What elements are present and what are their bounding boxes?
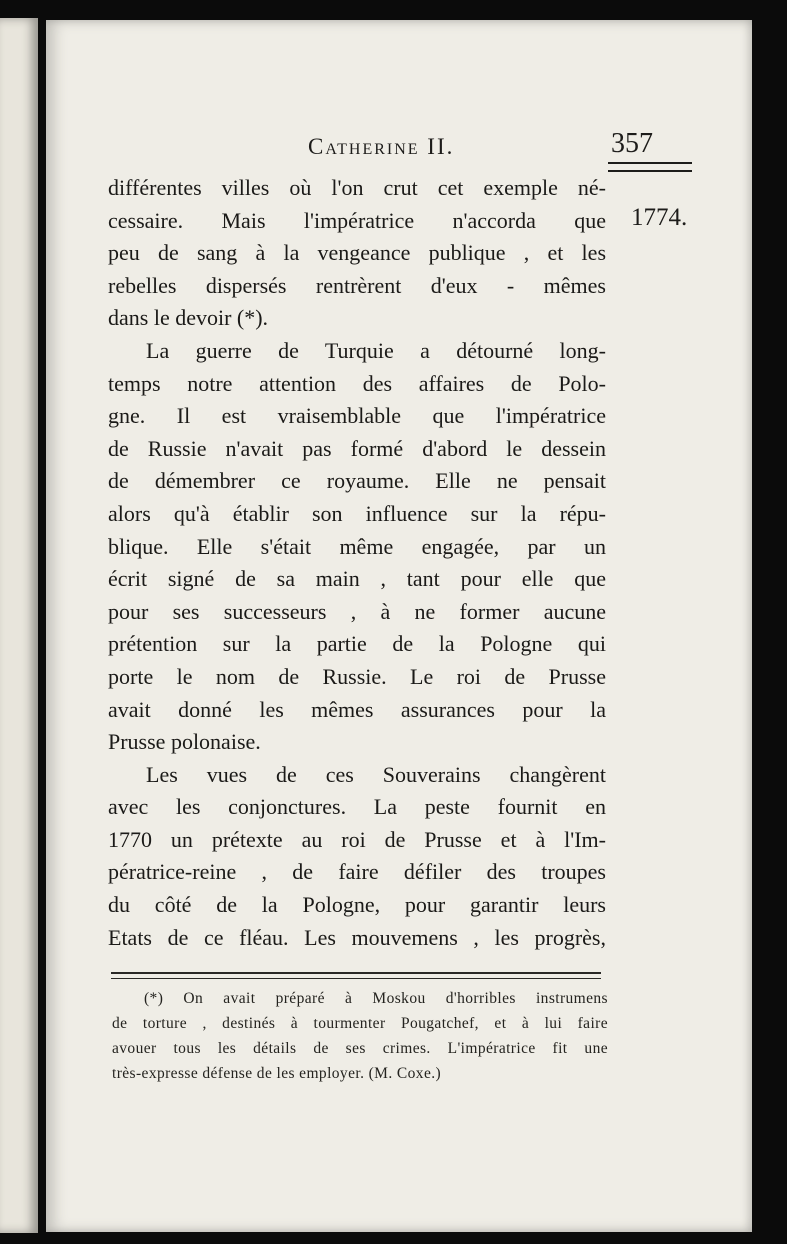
text-line: de Russie n'avait pas formé d'abord le dessein	[108, 435, 606, 461]
body-text	[108, 172, 606, 954]
text-line: avec les conjonctures. La peste fournit en	[108, 794, 606, 820]
text-line: du côté de la Pologne, pour garantir leurs	[108, 892, 606, 918]
text-line: écrit signé de sa main , tant pour elle que	[108, 566, 606, 592]
footnote-line: (*) On avait préparé à Moskou d'horribles instrumens	[144, 990, 608, 1007]
text-line: rebelles dispersés rentrèrent d'eux - mêmes	[108, 272, 606, 298]
text-line: blique. Elle s'était même engagée, par un	[108, 533, 606, 559]
text-line: gne. Il est vraisemblable que l'impératrice	[108, 403, 606, 429]
margin-year: 1774.	[631, 204, 688, 231]
footnote-line: de torture , destinés à tourmenter Pougatchef, et à lui faire	[112, 1015, 608, 1032]
book-page	[46, 20, 752, 1232]
text-line: porte le nom de Russie. Le roi de Prusse	[108, 663, 606, 689]
text-line: avait donné les mêmes assurances pour la	[108, 696, 606, 722]
text-line: alors qu'à établir son influence sur la répu-	[108, 500, 606, 526]
page-header	[46, 128, 752, 164]
text-line: dans le devoir (*).	[108, 305, 269, 331]
text-line: La guerre de Turquie a détourné long-	[146, 337, 606, 363]
text-line: de démembrer ce royaume. Elle ne pensait	[108, 468, 606, 494]
margin-rule	[608, 162, 692, 172]
text-line: pour ses successeurs , à ne former aucune	[108, 598, 606, 624]
footnote	[112, 986, 608, 1086]
text-line: pératrice-reine , de faire défiler des troupes	[108, 859, 606, 885]
text-line: peu de sang à la vengeance publique , et les	[108, 240, 606, 266]
text-line: Les vues de ces Souverains changèrent	[146, 761, 606, 787]
text-line: Etats de ce fléau. Les mouvemens , les progrès,	[108, 924, 606, 950]
footnote-line: très-expresse défense de les employer. (M. Coxe.)	[112, 1065, 442, 1082]
left-page-edge	[0, 18, 38, 1233]
text-line: Prusse polonaise.	[108, 729, 261, 755]
running-head: Catherine II.	[308, 134, 455, 159]
text-line: temps notre attention des affaires de Polo-	[108, 370, 606, 396]
text-line: 1770 un prétexte au roi de Prusse et à l'Im-	[108, 826, 606, 852]
text-line: différentes villes où l'on crut cet exemple né-	[108, 175, 606, 200]
page-number: 357	[611, 128, 653, 159]
text-line: prétention sur la partie de la Pologne qui	[108, 631, 606, 657]
text-line: cessaire. Mais l'impératrice n'accorda que	[108, 207, 606, 233]
footnote-line: avouer tous les détails de ses crimes. L'impératrice fit une	[112, 1040, 608, 1057]
footnote-rule	[111, 972, 601, 979]
